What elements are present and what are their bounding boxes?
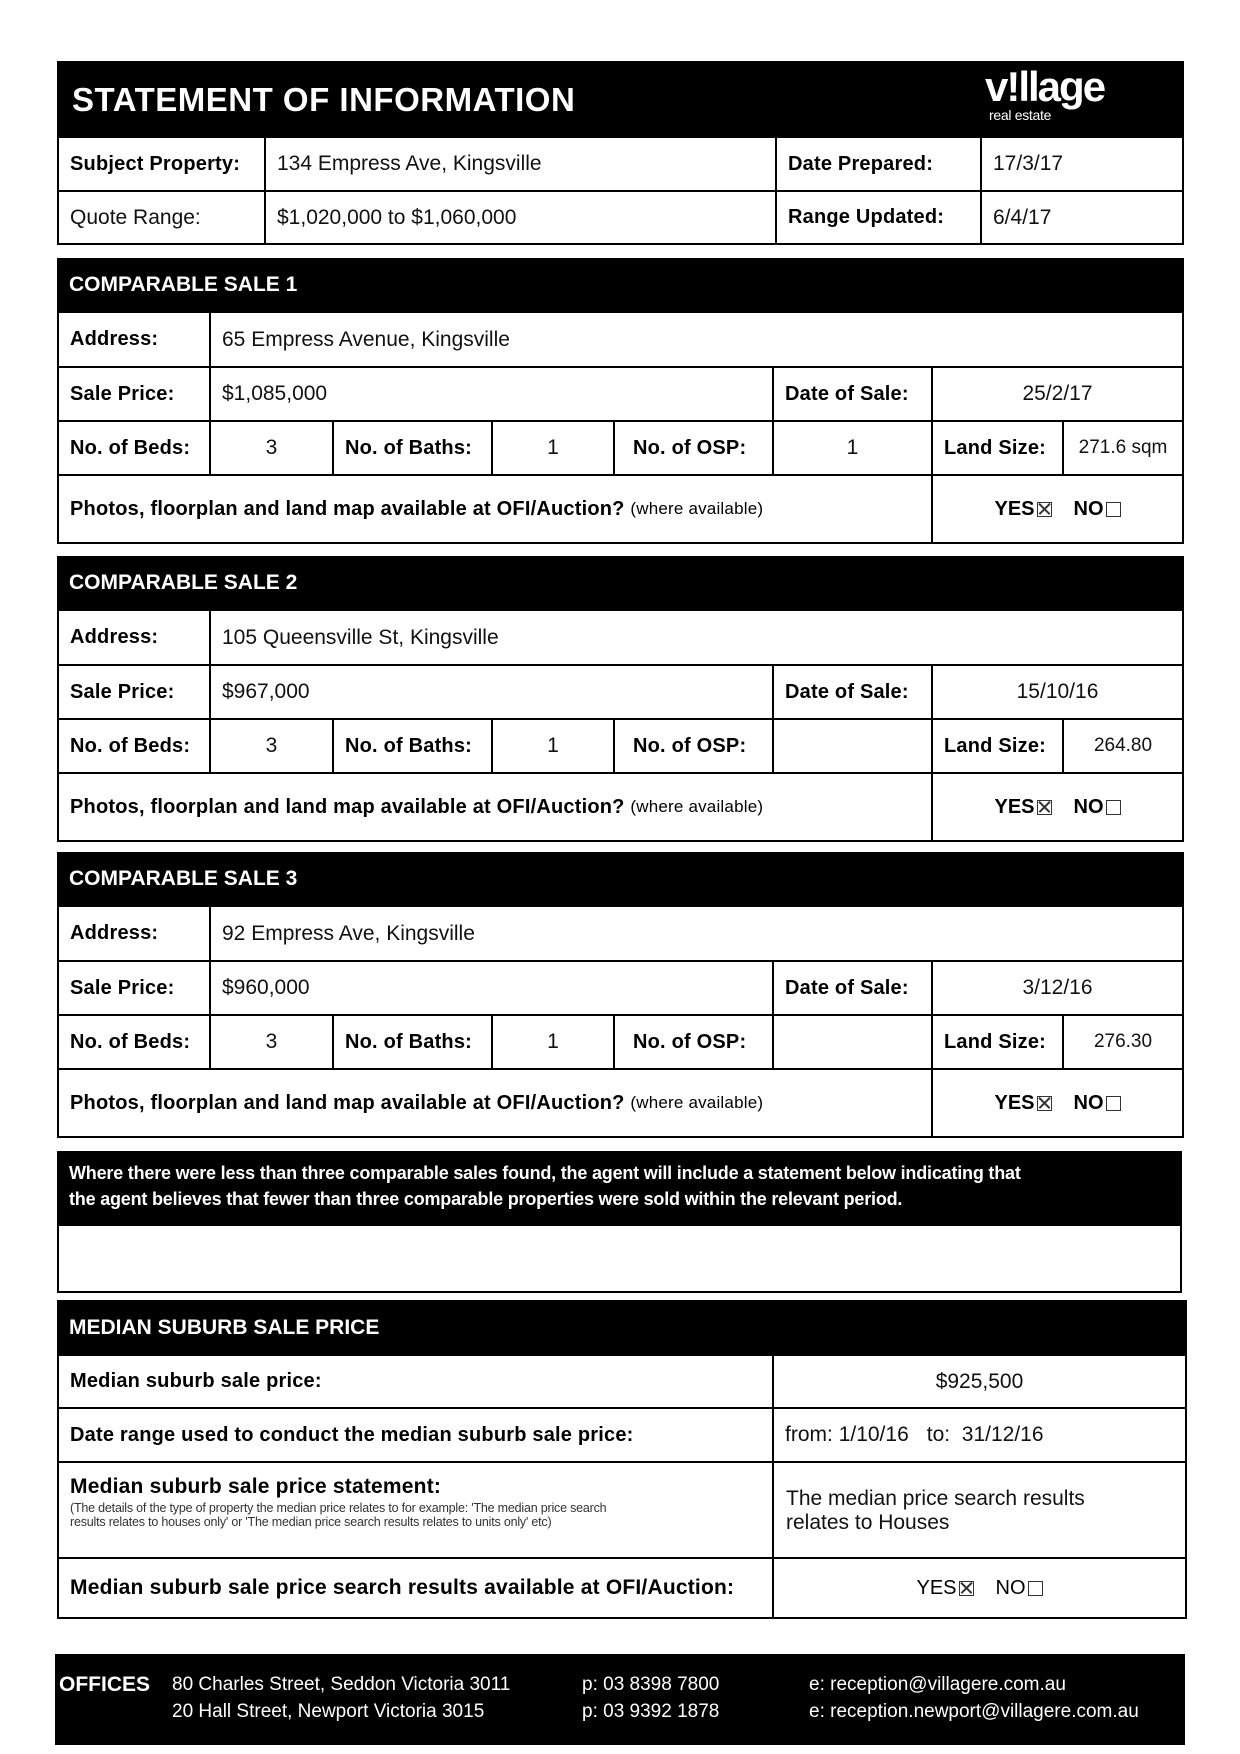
photos-note: (where available) [630,797,764,816]
land-size-value: 271.6 sqm [1078,437,1168,458]
office-email-seddon[interactable]: e: reception@villagere.com.au [809,1674,1066,1695]
median-price-label: Median suburb sale price: [70,1370,322,1392]
beds-value: 3 [265,1030,278,1053]
address-label: Address: [70,922,159,944]
median-price-value: $925,500 [935,1369,1024,1393]
office-address-newport: 20 Hall Street, Newport Victoria 3015 [172,1701,485,1722]
comparable-sale-table [57,611,1184,842]
quote-range-label: Quote Range: [70,205,201,229]
land-size-value: 264.80 [1093,735,1153,756]
document-header [57,61,1184,139]
date-range-label: Date range used to conduct the median suburb sale price: [70,1423,634,1446]
subject-property-label: Subject Property: [70,152,241,175]
office-address-seddon: 80 Charles Street, Seddon Victoria 3011 [172,1674,511,1695]
comparable-sale-table [57,313,1184,544]
photos-question-text: Photos, floorplan and land map available at OFI/Auction? [70,1091,625,1114]
median-header [57,1300,1187,1357]
photos-question [59,476,931,542]
office-phone-seddon: p: 03 8398 7800 [582,1674,720,1695]
address-value: 105 Queensville St, Kingsville [222,625,499,649]
sale-price-value: $960,000 [222,976,310,999]
beds-value: 3 [265,734,278,757]
date-prepared-value: 17/3/17 [993,152,1064,175]
date-of-sale-value: 15/10/16 [1016,680,1099,703]
comparable-sale-title: COMPARABLE SALE 2 [69,571,298,594]
photos-no-label: NO [1073,795,1104,818]
comparable-sale-table [57,907,1184,1138]
comparable-sale-title: COMPARABLE SALE 1 [69,273,298,296]
land-size-value: 276.30 [1093,1031,1153,1052]
median-statement-hint-line2: results relates to houses only' or 'The median price search results relates to units only' etc) [70,1515,552,1529]
notice-text-line1: Where there were less than three comparable sales found, the agent will include a statement below indicating that [69,1163,1021,1183]
osp-label: No. of OSP: [633,734,747,757]
photos-question-text: Photos, floorplan and land map available at OFI/Auction? [70,795,625,818]
to-label: to: [926,1423,951,1446]
date-prepared-label: Date Prepared: [788,152,934,175]
fewer-sales-notice-header [57,1151,1182,1227]
address-value: 92 Empress Ave, Kingsville [222,921,475,945]
median-search-availability [774,1559,1185,1617]
photos-question-text: Photos, floorplan and land map available at OFI/Auction? [70,497,625,520]
sale-price-label: Sale Price: [70,680,175,703]
median-no-checkbox[interactable] [1028,1581,1043,1596]
footer-offices [55,1654,1185,1745]
beds-label: No. of Beds: [70,734,191,757]
photos-availability [933,476,1182,542]
photos-yes-checkbox[interactable] [1037,1096,1052,1111]
land-size-label: Land Size: [944,436,1047,459]
fewer-sales-statement-box[interactable] [57,1226,1182,1293]
median-no-label: NO [995,1576,1026,1599]
photos-yes-label: YES [994,497,1035,520]
photos-yes-label: YES [994,1091,1035,1114]
date-of-sale-label: Date of Sale: [785,680,909,703]
median-title: MEDIAN SUBURB SALE PRICE [69,1316,380,1339]
median-statement-hint-line1: (The details of the type of property the median price relates to for example: 'The median price search [70,1501,607,1515]
subject-property-value: 134 Empress Ave, Kingsville [277,152,542,175]
logo-wordmark: v!llage [985,63,1105,110]
median-statement-value-line2: relates to Houses [786,1511,950,1534]
sale-price-label: Sale Price: [70,976,175,999]
land-size-label: Land Size: [944,1030,1047,1053]
address-value: 65 Empress Avenue, Kingsville [222,327,510,351]
photos-question [59,774,931,840]
from-value: 1/10/16 [838,1423,909,1446]
baths-value: 1 [547,436,559,459]
median-statement-value [786,1463,1181,1557]
median-statement-label: Median suburb sale price statement: [70,1475,442,1498]
osp-label: No. of OSP: [633,1030,747,1053]
range-updated-value: 6/4/17 [993,205,1052,229]
photos-yes-checkbox[interactable] [1037,800,1052,815]
baths-label: No. of Baths: [345,1030,473,1053]
document-title: STATEMENT OF INFORMATION [72,81,576,118]
beds-label: No. of Beds: [70,1030,191,1053]
photos-question [59,1070,931,1136]
comparable-sale-title: COMPARABLE SALE 3 [69,867,298,890]
quote-range-value: $1,020,000 to $1,060,000 [277,205,517,229]
from-label: from: [785,1423,833,1446]
photos-availability [933,774,1182,840]
photos-no-checkbox[interactable] [1106,1096,1121,1111]
baths-label: No. of Baths: [345,734,473,757]
baths-label: No. of Baths: [345,436,473,459]
photos-note: (where available) [630,499,764,518]
photos-note: (where available) [630,1093,764,1112]
median-search-label: Median suburb sale price search results available at OFI/Auction: [70,1576,735,1599]
land-size-label: Land Size: [944,734,1047,757]
photos-yes-checkbox[interactable] [1037,502,1052,517]
photos-yes-label: YES [994,795,1035,818]
date-of-sale-label: Date of Sale: [785,382,909,405]
beds-label: No. of Beds: [70,436,191,459]
photos-no-label: NO [1073,1091,1104,1114]
address-label: Address: [70,626,159,648]
office-phone-newport: p: 03 9392 1878 [582,1701,720,1722]
date-of-sale-label: Date of Sale: [785,976,909,999]
baths-value: 1 [547,734,559,757]
logo-subtitle: real estate [989,107,1052,123]
notice-text-line2: the agent believes that fewer than three comparable properties were sold within the relevant period. [69,1189,903,1209]
to-value: 31/12/16 [961,1423,1044,1446]
range-updated-label: Range Updated: [788,206,945,228]
median-statement-label-cell [59,1463,772,1557]
photos-no-checkbox[interactable] [1106,502,1121,517]
fewer-sales-statement-value [59,1226,1159,1290]
sale-price-value: $967,000 [222,680,310,703]
photos-no-label: NO [1073,497,1104,520]
date-of-sale-value: 25/2/17 [1022,382,1093,405]
summary-table [57,138,1184,245]
baths-value: 1 [547,1030,559,1053]
photos-availability [933,1070,1182,1136]
sale-price-label: Sale Price: [70,382,175,405]
osp-label: No. of OSP: [633,436,747,459]
sale-price-value: $1,085,000 [222,382,328,405]
date-of-sale-value: 3/12/16 [1022,976,1093,999]
osp-value: 1 [846,436,859,459]
median-yes-label: YES [916,1576,957,1599]
date-range-value [774,1409,1185,1461]
osp-value [774,1016,931,1068]
photos-no-checkbox[interactable] [1106,800,1121,815]
comparable-sale-header [57,258,1184,314]
beds-value: 3 [265,436,278,459]
comparable-sale-header [57,556,1184,612]
address-label: Address: [70,328,159,350]
median-table [57,1356,1187,1619]
comparable-sale-header [57,852,1184,908]
offices-label: OFFICES [59,1673,151,1696]
osp-value [774,720,931,772]
median-yes-checkbox[interactable] [959,1581,974,1596]
village-logo [985,63,1125,127]
office-email-newport[interactable]: e: reception.newport@villagere.com.au [809,1701,1139,1722]
median-statement-value-line1: The median price search results [786,1487,1085,1510]
